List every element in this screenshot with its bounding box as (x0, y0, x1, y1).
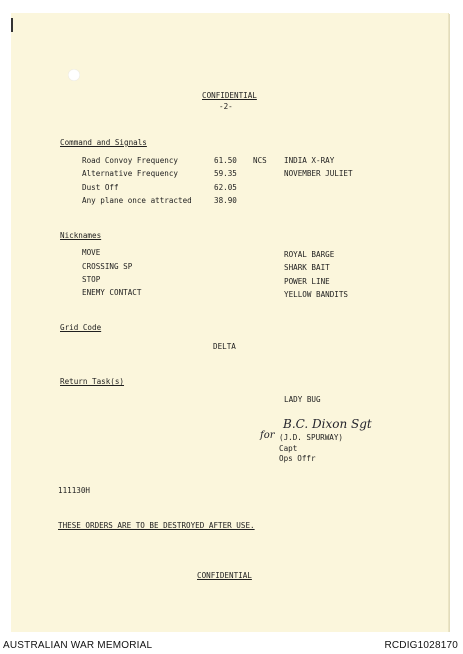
nickname-term-enemy-contact: ENEMY CONTACT (82, 288, 142, 297)
page-number: -2- (219, 102, 233, 111)
return-tasks-heading: Return Task(s) (60, 377, 125, 386)
archive-reference: RCDIG1028170 (384, 640, 458, 651)
classification-header: CONFIDENTIAL (202, 91, 257, 100)
freq-label-dust-off: Dust Off (82, 183, 119, 192)
command-signals-heading: Command and Signals (60, 138, 147, 147)
nickname-move: ROYAL BARGE (284, 250, 335, 259)
archive-name: AUSTRALIAN WAR MEMORIAL (3, 640, 153, 651)
freq-label-any-plane: Any plane once attracted (82, 196, 192, 205)
date-time-group: 111130H (58, 486, 91, 495)
for-mark: for (260, 430, 275, 441)
nickname-enemy-contact: YELLOW BANDITS (284, 290, 349, 299)
freq-code-road-convoy: NCS (253, 156, 267, 165)
callsign-road-convoy: INDIA X-RAY (284, 156, 335, 165)
nickname-stop: POWER LINE (284, 277, 330, 286)
return-tasks-value: LADY BUG (284, 395, 321, 404)
archive-footer (0, 632, 463, 654)
freq-label-road-convoy: Road Convoy Frequency (82, 156, 179, 165)
callsign-alternative: NOVEMBER JULIET (284, 169, 353, 178)
freq-value-road-convoy: 61.50 (214, 156, 237, 165)
nickname-term-stop: STOP (82, 275, 101, 284)
signatory-appointment: Ops Offr (279, 454, 316, 463)
classification-footer: CONFIDENTIAL (197, 571, 252, 580)
document-page (11, 13, 449, 632)
grid-code-heading: Grid Code (60, 323, 102, 332)
freq-value-any-plane: 38.90 (214, 196, 237, 205)
nickname-term-move: MOVE (82, 248, 101, 257)
destroy-notice: THESE ORDERS ARE TO BE DESTROYED AFTER USE. (58, 521, 255, 530)
punch-hole (68, 69, 80, 81)
nicknames-heading: Nicknames (60, 231, 102, 240)
signatory-name: (J.D. SPURWAY) (279, 433, 344, 442)
freq-value-alternative: 59.35 (214, 169, 237, 178)
freq-value-dust-off: 62.05 (214, 183, 237, 192)
freq-label-alternative: Alternative Frequency (82, 169, 179, 178)
signatory-rank: Capt (279, 444, 298, 453)
nickname-term-crossing: CROSSING SP (82, 262, 133, 271)
grid-code-value: DELTA (213, 342, 236, 351)
nickname-crossing: SHARK BAIT (284, 263, 330, 272)
handwritten-signature: B.C. Dixon Sgt (283, 417, 372, 431)
margin-mark (11, 18, 13, 32)
